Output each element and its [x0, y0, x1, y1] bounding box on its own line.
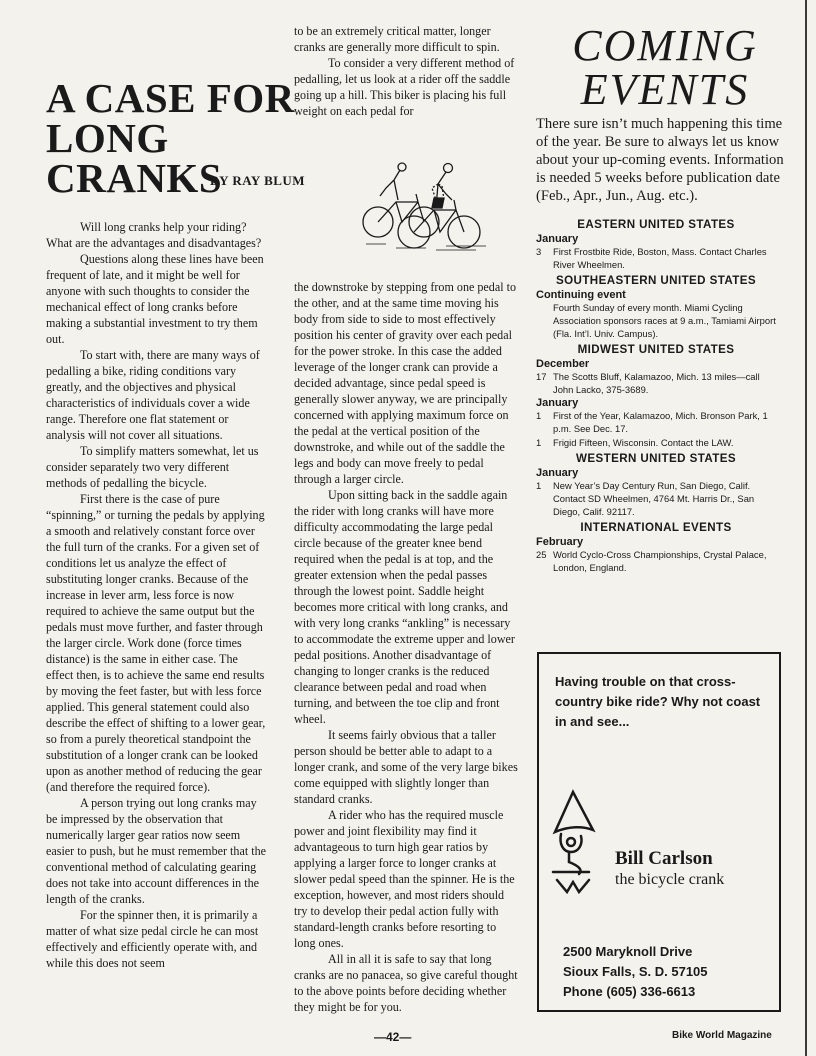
page-number: —42—: [374, 1030, 412, 1044]
paragraph: It seems fairly obvious that a taller person should be better able to adapt to a longer crank, and some of the very large bikes come equipped with slightly longer than standard cranks.: [294, 728, 518, 806]
article-title: A CASE FOR LONG CRANKS: [46, 75, 295, 201]
coming-events-title: COMING EVENTS: [572, 21, 758, 114]
region-heading: EASTERN UNITED STATES: [577, 218, 735, 231]
event-description: Frigid Fifteen, Wisconsin. Contact the LAW.: [553, 437, 734, 448]
paragraph: Upon sitting back in the saddle again the rider with long cranks will have more difficulty accommodating the large pedal circle because of the greater knee bend required when the pedal is at top, and the greater extension when the pedal passes through the lowest point. Saddle height becomes more critical with long cranks, and with very long cranks “ankling” is necessary to accommodate the extreme upper and lower pedal positions. Another disadvantage of changing to longer cranks is the reduced clearance between pedal and road when turning, and between the toe clip and front wheel.: [294, 488, 515, 726]
event-item: [536, 245, 776, 271]
article-byline: BY RAY BLUM: [210, 173, 306, 188]
region-heading: SOUTHEASTERN UNITED STATES: [556, 274, 756, 287]
event-item: [536, 436, 776, 449]
month-heading: January: [536, 233, 579, 245]
event-day: 3: [536, 246, 542, 257]
event-region: [536, 218, 776, 271]
month-heading: December: [536, 358, 590, 370]
cyclists-illustration: [326, 158, 492, 254]
month-heading: February: [536, 536, 584, 548]
paragraph: To start with, there are many ways of pedalling a bike, riding conditions vary greatly, and the objectives and physical characteristics of individuals cover a wide range. Therefore one flat statement or analysis will not cover all situations.: [46, 348, 260, 442]
events-list: [536, 218, 776, 577]
paragraph: Will long cranks help your riding? What are the advantages and disadvantages?: [46, 220, 262, 250]
crank-logo-icon: [549, 786, 605, 896]
paragraph: For the spinner then, it is primarily a matter of what size pedal circle he can most effectively and efficiently operate with, and while this does not seem: [46, 908, 259, 970]
ad-business-name: Bill Carlson: [615, 848, 713, 869]
event-day: 1: [536, 480, 542, 491]
month-heading: January: [536, 467, 579, 479]
region-heading: INTERNATIONAL EVENTS: [580, 521, 732, 534]
month-heading: January: [536, 397, 579, 409]
event-item: [536, 548, 776, 574]
event-region: [536, 343, 776, 449]
event-day: 17: [536, 371, 547, 382]
event-item: [536, 301, 776, 340]
event-description: New Year’s Day Century Run, San Diego, Calif. Contact SD Wheelmen, 4764 Mt. Harris Dr., San Diego, Calif. 92117.: [553, 480, 755, 517]
paragraph: to be an extremely critical matter, longer cranks are generally more difficult to spin.: [294, 24, 500, 54]
ad-address-line-1: 2500 Maryknoll Drive: [563, 944, 693, 959]
paragraph: A person trying out long cranks may be impressed by the observation that numerically larger gear ratios now seem easier to push, but he must remember that the conventional method of calculating gearing does not take into account differences in the length of the cranks.: [46, 796, 266, 906]
event-description: World Cyclo-Cross Championships, Crystal Palace, London, England.: [553, 549, 767, 573]
coming-events-intro: There sure isn’t much happening this time of the year. Be sure to always let us know about your up-coming events. Information is needed 5 weeks before publication date (Feb., Apr., Jun., Aug. etc.).: [536, 116, 784, 204]
event-day: 1: [536, 410, 542, 421]
paragraph: Questions along these lines have been frequent of late, and it might be well for anyone with such thoughts to consider the mechanical effect of long cranks before making a substantial investment to try them out.: [46, 252, 264, 346]
event-description: First Frostbite Ride, Boston, Mass. Contact Charles River Wheelmen.: [553, 246, 767, 270]
paragraph: the downstroke by stepping from one pedal to the other, and at the same time moving his body from side to side to most effectively position his center of gravity over each pedal for the power stroke. In this case the added leverage of the longer crank can provide a decided advantage, since pedal speed is generally slower anyway, we are principally concerned with applying maximum force on the pedal at the vertical position of the downstroke, and while out of the saddle the legs and body can move freely to pedal through a larger circle.: [294, 280, 517, 486]
event-region: [536, 274, 776, 340]
paragraph: A rider who has the required muscle power and joint flexibility may find it advantageous to turn high gear ratios by applying a larger force to longer cranks at slower pedal speed than the spinner. He is the exception, however, and most riders should try to develop their pedal action fully with standard-length cranks before resorting to long ones.: [294, 808, 515, 950]
article-column-2-bottom: [294, 279, 520, 1015]
ad-contact: [563, 942, 708, 1002]
page-edge-line: [805, 0, 807, 1056]
region-heading: MIDWEST UNITED STATES: [577, 343, 735, 356]
event-day: 1: [536, 437, 542, 448]
paragraph: To simplify matters somewhat, let us consider separately two very different methods of pedalling the bicycle.: [46, 444, 259, 490]
event-description: Fourth Sunday of every month. Miami Cycling Association sponsors races at 9 a.m., Tamiami Airport (Fla. Int’l. Univ. Campus).: [553, 302, 776, 339]
article-column-2-top: [294, 23, 516, 119]
event-item: [536, 370, 776, 396]
magazine-name: Bike World Magazine: [672, 1030, 772, 1041]
paragraph: First there is the case of pure “spinning,” or turning the pedals by applying a smooth and relatively constant force over the full turn of the cranks. For a given set of conditions let us analyze the effect of substituting longer cranks. Because of the increase in lever arm, less force is now required to achieve the same output but the pedals must move further, and faster through the larger circle. Work done (force times distance) is the same in either case. The effect then, is to achieve the same end results by moving the feet faster, but with less force applied. This general statement could also describe the effect of shifting to a lower gear, so from a purely theoretical standpoint the substitution of a longer crank can be looked upon as another method of reducing the gear (and therefore the required force).: [46, 492, 266, 794]
paragraph: All in all it is safe to say that long cranks are no panacea, so give careful thought to the above points before deciding whether they might be for you.: [294, 952, 518, 1014]
region-heading: WESTERN UNITED STATES: [576, 452, 736, 465]
event-day: [536, 301, 553, 340]
ad-tagline: the bicycle crank: [615, 871, 725, 888]
event-description: The Scotts Bluff, Kalamazoo, Mich. 13 miles—call John Lacko, 375-3689.: [553, 371, 760, 395]
ad-phone: Phone (605) 336-6613: [563, 984, 696, 999]
bill-carlson-ad: [537, 652, 781, 1012]
ad-address-line-2: Sioux Falls, S. D. 57105: [563, 964, 708, 979]
event-day: 25: [536, 549, 547, 560]
article-column-1: [46, 219, 268, 971]
paragraph: To consider a very different method of pedalling, let us look at a rider off the saddle going up a hill. This biker is placing his full weight on each pedal for: [294, 56, 515, 118]
event-description: First of the Year, Kalamazoo, Mich. Bronson Park, 1 p.m. See Dec. 17.: [553, 410, 768, 434]
event-region: [536, 452, 776, 518]
ad-headline: Having trouble on that cross-country bike ride? Why not coast in and see...: [555, 674, 761, 729]
event-item: [536, 479, 776, 518]
event-item: [536, 409, 776, 435]
event-region: [536, 521, 776, 574]
month-heading: Continuing event: [536, 289, 626, 301]
